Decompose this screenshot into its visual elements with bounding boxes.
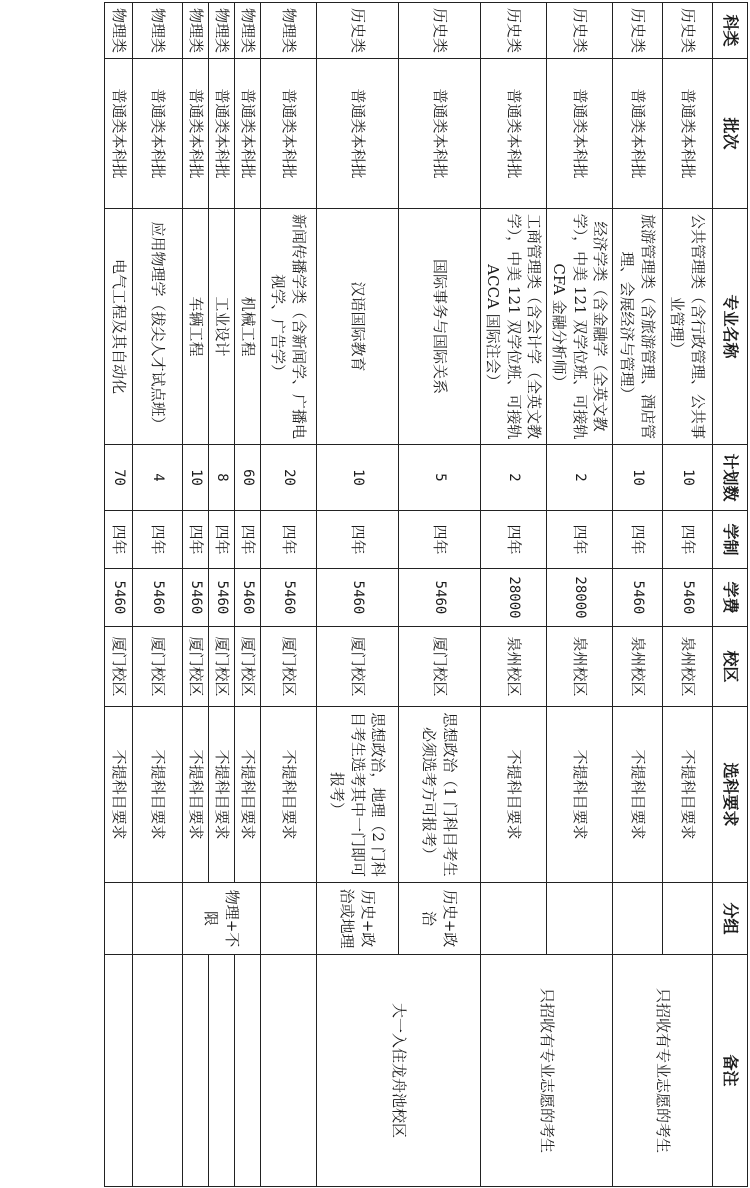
cell-plan: 5	[399, 445, 481, 511]
table-row	[183, 3, 209, 1187]
cell-campus: 厦门校区	[183, 627, 209, 707]
cell-subject-requirement: 不提科目要求	[235, 707, 261, 883]
cell-tuition: 28000	[547, 569, 613, 627]
cell-campus: 泉州校区	[547, 627, 613, 707]
cell-campus: 厦门校区	[209, 627, 235, 707]
table-row	[663, 3, 713, 1187]
cell-remark-empty	[261, 955, 317, 1187]
cell-campus: 厦门校区	[105, 627, 133, 707]
cell-plan: 2	[547, 445, 613, 511]
cell-campus: 厦门校区	[399, 627, 481, 707]
cell-category: 历史类	[399, 3, 481, 59]
cell-subject-requirement: 不提科目要求	[613, 707, 663, 883]
cell-remark: 只招收有专业志愿的考生	[481, 955, 613, 1187]
cell-subject-requirement: 不提科目要求	[261, 707, 317, 883]
cell-major: 工商管理类（含会计学（全英文教学），中美 121 双学位班、可接轨 ACCA 国际注会）	[481, 209, 547, 445]
cell-batch: 普通类本科批	[183, 59, 209, 209]
cell-batch: 普通类本科批	[663, 59, 713, 209]
cell-subject-requirement: 不提科目要求	[105, 707, 133, 883]
cell-tuition: 5460	[209, 569, 235, 627]
cell-subject-requirement: 不提科目要求	[133, 707, 183, 883]
header-campus: 校区	[713, 627, 748, 707]
cell-duration: 四年	[235, 511, 261, 569]
header-major: 专业名称	[713, 209, 748, 445]
cell-subject-requirement: 思想政治（1 门科目考生必须选考方可报考）	[399, 707, 481, 883]
cell-group-empty	[547, 883, 613, 955]
cell-group: 历史+政治或地理	[317, 883, 399, 955]
cell-subject-requirement: 不提科目要求	[547, 707, 613, 883]
cell-group-empty	[663, 883, 713, 955]
cell-campus: 泉州校区	[481, 627, 547, 707]
cell-campus: 厦门校区	[261, 627, 317, 707]
header-duration: 学制	[713, 511, 748, 569]
cell-category: 历史类	[613, 3, 663, 59]
cell-batch: 普通类本科批	[133, 59, 183, 209]
cell-category: 物理类	[235, 3, 261, 59]
cell-duration: 四年	[209, 511, 235, 569]
cell-duration: 四年	[399, 511, 481, 569]
cell-duration: 四年	[317, 511, 399, 569]
cell-category: 物理类	[261, 3, 317, 59]
cell-category: 物理类	[133, 3, 183, 59]
header-remark: 备注	[713, 955, 748, 1187]
cell-plan: 20	[261, 445, 317, 511]
cell-tuition: 5460	[613, 569, 663, 627]
cell-group-empty	[613, 883, 663, 955]
cell-major: 机械工程	[235, 209, 261, 445]
cell-major: 应用物理学（拔尖人才试点班）	[133, 209, 183, 445]
header-tuition: 学费	[713, 569, 748, 627]
cell-tuition: 5460	[261, 569, 317, 627]
header-batch: 批次	[713, 59, 748, 209]
cell-group-empty	[105, 883, 133, 955]
table-row	[209, 3, 235, 1187]
cell-subject-requirement: 不提科目要求	[481, 707, 547, 883]
header-subject-requirement: 选科要求	[713, 707, 748, 883]
cell-batch: 普通类本科批	[399, 59, 481, 209]
cell-major: 新闻传播学类（含新闻学、广播电视学、广告学）	[261, 209, 317, 445]
cell-major: 国际事务与国际关系	[399, 209, 481, 445]
cell-duration: 四年	[183, 511, 209, 569]
cell-major: 旅游管理类（含旅游管理、酒店管理、会展经济与管理）	[613, 209, 663, 445]
cell-batch: 普通类本科批	[105, 59, 133, 209]
cell-major: 电气工程及其自动化	[105, 209, 133, 445]
cell-duration: 四年	[261, 511, 317, 569]
cell-major: 汉语国际教育	[317, 209, 399, 445]
cell-subject-requirement: 不提科目要求	[209, 707, 235, 883]
table-row	[235, 3, 261, 1187]
table-row	[133, 3, 183, 1187]
cell-duration: 四年	[547, 511, 613, 569]
cell-category: 历史类	[547, 3, 613, 59]
cell-category: 历史类	[317, 3, 399, 59]
cell-category: 物理类	[105, 3, 133, 59]
enrollment-plan-table	[104, 2, 748, 1187]
cell-batch: 普通类本科批	[481, 59, 547, 209]
cell-batch: 普通类本科批	[317, 59, 399, 209]
cell-category: 物理类	[209, 3, 235, 59]
cell-tuition: 5460	[183, 569, 209, 627]
table-row	[399, 3, 481, 1187]
cell-batch: 普通类本科批	[613, 59, 663, 209]
header-plan: 计划数	[713, 445, 748, 511]
cell-plan: 60	[235, 445, 261, 511]
cell-remark-empty	[105, 955, 133, 1187]
cell-remark: 只招收有专业志愿的考生	[613, 955, 713, 1187]
cell-campus: 厦门校区	[317, 627, 399, 707]
header-category: 科类	[713, 3, 748, 59]
cell-tuition: 5460	[105, 569, 133, 627]
cell-campus: 厦门校区	[133, 627, 183, 707]
cell-tuition: 5460	[663, 569, 713, 627]
cell-major: 经济学类（含金融学（全英文教学），中美 121 双学位班、可接轨 CFA 金融分析师）	[547, 209, 613, 445]
cell-category: 物理类	[183, 3, 209, 59]
cell-batch: 普通类本科批	[209, 59, 235, 209]
cell-group-empty	[261, 883, 317, 955]
cell-remark-empty	[209, 955, 235, 1187]
cell-category: 历史类	[481, 3, 547, 59]
cell-plan: 2	[481, 445, 547, 511]
cell-category: 历史类	[663, 3, 713, 59]
cell-plan: 10	[183, 445, 209, 511]
cell-remark-empty	[133, 955, 183, 1187]
cell-group-empty	[481, 883, 547, 955]
cell-group: 历史+政治	[399, 883, 481, 955]
cell-batch: 普通类本科批	[547, 59, 613, 209]
table-row	[547, 3, 613, 1187]
cell-major: 车辆工程	[183, 209, 209, 445]
cell-campus: 泉州校区	[613, 627, 663, 707]
cell-major: 公共管理类（含行政管理、公共事业管理）	[663, 209, 713, 445]
cell-tuition: 5460	[317, 569, 399, 627]
cell-subject-requirement: 思想政治，地理（2 门科目考生选考其中一门即可报考）	[317, 707, 399, 883]
cell-duration: 四年	[613, 511, 663, 569]
cell-duration: 四年	[481, 511, 547, 569]
cell-tuition: 5460	[133, 569, 183, 627]
header-group: 分组	[713, 883, 748, 955]
table-row	[105, 3, 133, 1187]
cell-plan: 10	[317, 445, 399, 511]
table-header-row	[713, 3, 748, 1187]
cell-subject-requirement: 不提科目要求	[663, 707, 713, 883]
cell-remark: 大一入住龙舟池校区	[317, 955, 481, 1187]
cell-plan: 70	[105, 445, 133, 511]
cell-duration: 四年	[133, 511, 183, 569]
cell-campus: 泉州校区	[663, 627, 713, 707]
cell-campus: 厦门校区	[235, 627, 261, 707]
cell-remark-empty	[235, 955, 261, 1187]
cell-batch: 普通类本科批	[235, 59, 261, 209]
cell-group-empty	[133, 883, 183, 955]
cell-remark-empty	[183, 955, 209, 1187]
cell-tuition: 28000	[481, 569, 547, 627]
table-row	[261, 3, 317, 1187]
cell-plan: 10	[613, 445, 663, 511]
cell-group: 物理+不限	[183, 883, 261, 955]
cell-duration: 四年	[105, 511, 133, 569]
cell-tuition: 5460	[399, 569, 481, 627]
cell-duration: 四年	[663, 511, 713, 569]
cell-plan: 10	[663, 445, 713, 511]
cell-batch: 普通类本科批	[261, 59, 317, 209]
cell-subject-requirement: 不提科目要求	[183, 707, 209, 883]
cell-plan: 4	[133, 445, 183, 511]
cell-plan: 8	[209, 445, 235, 511]
cell-major: 工业设计	[209, 209, 235, 445]
cell-tuition: 5460	[235, 569, 261, 627]
